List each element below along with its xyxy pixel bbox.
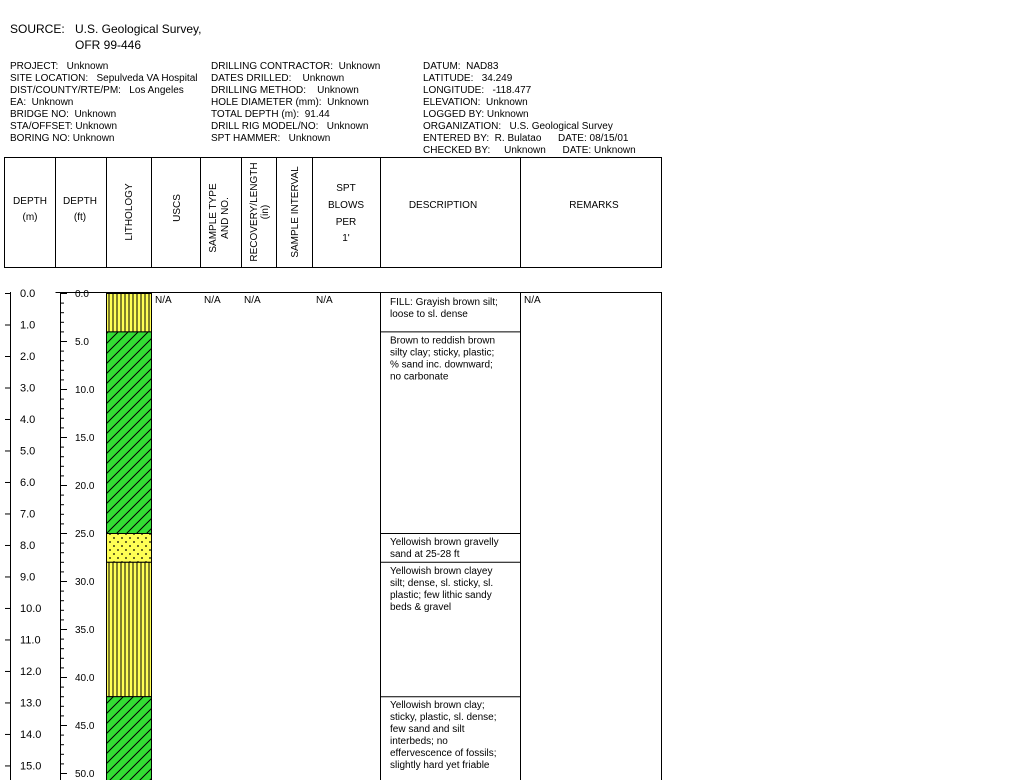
- uscs-value: N/A: [155, 295, 172, 306]
- description-line: Brown to reddish brown: [390, 335, 496, 347]
- depth-ft-label: 40.0: [75, 673, 95, 684]
- depth-m-label: 8.0: [20, 539, 36, 552]
- header-field: DATUM: NAD83: [423, 61, 499, 72]
- depth-ft-scale: [60, 289, 95, 780]
- recovery-value: N/A: [244, 295, 261, 306]
- header-field: DRILLING CONTRACTOR: Unknown: [211, 61, 381, 72]
- header-field: BRIDGE NO: Unknown: [10, 109, 117, 120]
- header-field: DRILLING METHOD: Unknown: [211, 85, 359, 96]
- col-lithology: LITHOLOGY: [124, 183, 135, 241]
- depth-ft-label: 10.0: [75, 385, 95, 396]
- depth-m-label: 0.0: [20, 288, 36, 300]
- description-line: plastic; few lithic sandy: [390, 589, 492, 601]
- col-spt-line3: PER: [335, 217, 357, 228]
- header-field: ORGANIZATION: U.S. Geological Survey: [423, 121, 613, 132]
- description-column: [381, 297, 521, 771]
- description-line: Yellowish brown clay;: [390, 700, 485, 712]
- lithology-column: [107, 294, 152, 780]
- header-field: SPT HAMMER: Unknown: [211, 133, 331, 144]
- depth-ft-label: 30.0: [75, 577, 95, 588]
- depth-ft-label: 25.0: [75, 529, 95, 540]
- col-depth-ft-line2: (ft): [73, 212, 87, 223]
- description-line: sand at 25-28 ft: [390, 549, 460, 560]
- col-spt-line4: 1': [342, 233, 350, 244]
- depth-m-label: 7.0: [20, 508, 36, 521]
- lithology-layer-clay: [107, 697, 152, 780]
- col-sample-interval: SAMPLE INTERVAL: [290, 166, 301, 258]
- header-field: DRILL RIG MODEL/NO: Unknown: [211, 121, 369, 132]
- header-field: TOTAL DEPTH (m): 91.44: [211, 109, 330, 120]
- description-line: silt; dense, sl. sticky, sl.: [390, 577, 494, 589]
- sample-type-value: N/A: [204, 295, 221, 306]
- description-line: FILL: Grayish brown silt;: [390, 297, 498, 308]
- depth-m-label: 10.0: [20, 602, 42, 615]
- description-line: % sand inc. downward;: [390, 359, 493, 371]
- header-field: HOLE DIAMETER (mm): Unknown: [211, 97, 369, 108]
- header-field: BORING NO: Unknown: [10, 133, 115, 144]
- header-field: DIST/COUNTY/RTE/PM: Los Angeles: [10, 85, 184, 96]
- header-field: STA/OFFSET: Unknown: [10, 121, 118, 132]
- col-remarks: REMARKS: [569, 200, 619, 211]
- col-recovery-line1: RECOVERY/LENGTH: [249, 162, 260, 262]
- col-depth-m-line2: (m): [22, 212, 38, 223]
- source-line-2: OFR 99-446: [75, 38, 142, 52]
- header-field: ENTERED BY: R. Bulatao DATE: 08/15/01: [423, 133, 629, 144]
- depth-m-label: 5.0: [20, 445, 36, 458]
- header-field: SITE LOCATION: Sepulveda VA Hospital: [10, 73, 198, 84]
- remarks-value: N/A: [524, 295, 541, 306]
- col-sample-type-line1: SAMPLE TYPE: [208, 183, 219, 253]
- column-headers: [13, 162, 619, 261]
- depth-m-label: 14.0: [20, 728, 42, 741]
- column-header-table: [5, 157, 662, 268]
- col-depth-ft-line1: DEPTH: [63, 196, 97, 207]
- depth-m-label: 12.0: [20, 665, 42, 678]
- description-line: slightly hard yet friable: [390, 760, 490, 772]
- depth-ft-label: 5.0: [75, 337, 89, 348]
- description-line: beds & gravel: [390, 601, 452, 613]
- depth-m-label: 3.0: [20, 382, 36, 395]
- depth-ft-label: 0.0: [75, 289, 89, 300]
- col-depth-m-line1: DEPTH: [13, 196, 47, 207]
- depth-m-label: 13.0: [20, 697, 42, 710]
- header-field: LONGITUDE: -118.477: [423, 85, 532, 96]
- description-line: silty clay; sticky, plastic;: [390, 347, 495, 359]
- description-line: Yellowish brown gravelly: [390, 537, 499, 548]
- col-description: DESCRIPTION: [408, 200, 478, 211]
- depth-m-label: 1.0: [20, 319, 36, 332]
- description-line: sticky, plastic, sl. dense;: [390, 712, 497, 724]
- lithology-layer-silt: [107, 562, 152, 696]
- header-field: LATITUDE: 34.249: [423, 73, 513, 84]
- header-field: ELEVATION: Unknown: [423, 97, 528, 108]
- depth-m-label: 9.0: [20, 571, 36, 584]
- depth-ft-label: 15.0: [75, 433, 95, 444]
- source-line-1: U.S. Geological Survey,: [75, 22, 202, 36]
- depth-ft-label: 35.0: [75, 625, 95, 636]
- header-field: LOGGED BY: Unknown: [423, 109, 529, 120]
- depth-m-label: 2.0: [20, 350, 36, 363]
- depth-ft-label: 50.0: [75, 769, 95, 780]
- description-line: interbeds; no: [390, 736, 448, 748]
- description-line: no carbonate: [390, 371, 449, 383]
- header-field: PROJECT: Unknown: [10, 61, 109, 72]
- lithology-layer-clay: [107, 332, 152, 534]
- col-uscs: USCS: [172, 194, 183, 222]
- col-recovery-line2: (in): [260, 204, 271, 220]
- depth-ft-label: 20.0: [75, 481, 95, 492]
- source-label: SOURCE:: [10, 22, 65, 36]
- description-line: Yellowish brown clayey: [390, 565, 493, 577]
- header-field: EA: Unknown: [10, 97, 74, 108]
- col-spt-line2: BLOWS: [327, 200, 365, 211]
- header-field: DATES DRILLED: Unknown: [211, 73, 345, 84]
- lithology-layer-silt: [107, 294, 152, 332]
- lithology-layer-sand: [107, 534, 152, 563]
- description-line: few sand and silt: [390, 724, 465, 736]
- depth-m-label: 11.0: [20, 634, 41, 647]
- depth-m-label: 4.0: [20, 413, 36, 426]
- depth-m-label: 15.0: [20, 760, 42, 773]
- description-line: loose to sl. dense: [390, 309, 468, 320]
- col-spt-line1: SPT: [336, 183, 356, 194]
- depth-m-label: 6.0: [20, 476, 36, 489]
- depth-ft-label: 45.0: [75, 721, 95, 732]
- spt-value: N/A: [316, 295, 333, 306]
- header-field: CHECKED BY: Unknown DATE: Unknown: [423, 145, 636, 156]
- description-line: effervescence of fossils;: [390, 748, 497, 760]
- col-sample-type-line2: AND NO.: [220, 197, 231, 239]
